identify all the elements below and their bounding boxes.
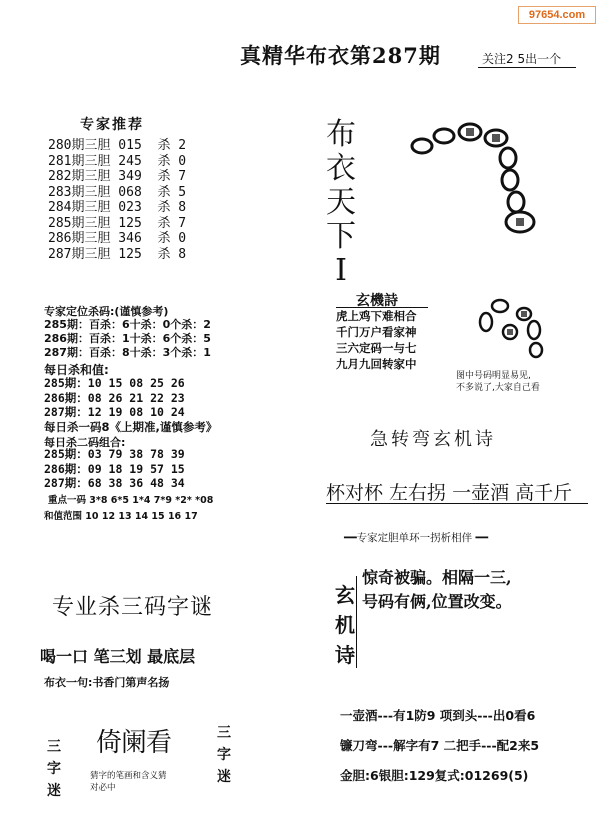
poem-line: 虎上鸡下难相合 bbox=[336, 309, 417, 323]
xuanji-char: 诗 bbox=[335, 643, 355, 667]
buyi-char: 布 bbox=[326, 117, 356, 152]
riddle-side-char: 迷 bbox=[47, 783, 61, 799]
sum-row: 285期：10 15 08 25 26 bbox=[44, 376, 185, 390]
recommend-row: 284期三胆 023 杀 8 bbox=[48, 200, 187, 215]
buyi-vertical-title bbox=[322, 118, 360, 288]
bottom-row: 金胆:6银胆:129复式:01269(5) bbox=[340, 768, 529, 783]
riddle-side-char: 三 bbox=[47, 739, 61, 755]
kill-two-title: 每日杀二码组合: bbox=[44, 436, 126, 449]
bottom-row: 一壶酒---有1防9 项到头---出0看6 bbox=[340, 708, 536, 723]
kill-two-list bbox=[44, 447, 185, 491]
poem-lines bbox=[336, 308, 417, 372]
recommend-row: 283期三胆 068 杀 5 bbox=[48, 184, 187, 200]
riddle-note-line: 猜字的笔画和含义猜 bbox=[90, 771, 167, 781]
xuanji-divider bbox=[356, 576, 357, 668]
riddle-note-line: 对必中 bbox=[90, 783, 116, 793]
riddle-side-char: 字 bbox=[217, 747, 231, 763]
recommend-title: 专家推荐 bbox=[80, 117, 144, 133]
image-note-line: 不多说了,大家自己看 bbox=[456, 383, 540, 393]
header-note-underline bbox=[478, 67, 576, 68]
xuanji-vertical-title bbox=[334, 580, 356, 670]
kill-pos-row: 286期：百杀：1十杀：6个杀：5 bbox=[44, 332, 211, 345]
riddle-big-text: 倚阑看 bbox=[96, 728, 172, 758]
image-note bbox=[456, 370, 540, 394]
page-title: 真精华布衣第287期 bbox=[240, 43, 441, 68]
watermark: 97654.com bbox=[518, 6, 596, 24]
riddle-side-right bbox=[208, 722, 240, 788]
recommend-row: 287期三胆 125 杀 8 bbox=[48, 246, 187, 262]
riddle-side-char: 字 bbox=[47, 761, 61, 777]
buyi-char: I bbox=[335, 253, 347, 288]
buyi-phrase: 布衣一句:书香门第声名扬 bbox=[44, 676, 170, 689]
header-note: 关注2 5出一个 bbox=[482, 52, 562, 66]
sum-row: 287期：12 19 08 10 24 bbox=[44, 405, 185, 419]
coin-chain-picture bbox=[400, 118, 550, 248]
kill-two-row: 286期：09 18 19 57 15 bbox=[44, 461, 185, 476]
poem-line: 千门万户看家神 bbox=[336, 325, 417, 339]
sum-range: 和值范围 10 12 13 14 15 16 17 bbox=[44, 511, 198, 522]
recommend-list bbox=[48, 138, 186, 262]
riddle-side-char: 迷 bbox=[217, 769, 231, 785]
xuanji-lines bbox=[362, 566, 512, 614]
buyi-char: 天 bbox=[326, 185, 356, 220]
recommend-row: 285期三胆 125 杀 7 bbox=[48, 215, 187, 231]
riddle-side-left bbox=[38, 736, 70, 802]
kill-pos-row: 287期：百杀：8十杀：3个杀：1 bbox=[44, 346, 211, 359]
riddle-title: 专业杀三码字谜 bbox=[52, 595, 214, 620]
recommend-row: 286期三胆 346 杀 0 bbox=[48, 231, 187, 246]
sum-title: 每日杀和值: bbox=[44, 363, 109, 377]
image-note-line: 图中号码明显易见, bbox=[456, 371, 531, 381]
key-code: 重点一码 3*8 6*5 1*4 7*9 *2* *08 bbox=[48, 495, 214, 506]
kill-pos-title: 专家定位杀码:(谨慎参考) bbox=[44, 305, 169, 318]
recommend-row: 281期三胆 245 杀 0 bbox=[48, 153, 187, 169]
coin-cluster-picture bbox=[474, 292, 554, 362]
xuanji-char: 玄 bbox=[335, 583, 355, 607]
brain-teaser-rule bbox=[326, 503, 588, 504]
poem-line: 三六定码一与七 bbox=[336, 341, 417, 355]
recommend-row: 280期三胆 015 杀 2 bbox=[48, 138, 187, 153]
riddle-clue: 喝一口 笔三划 最底层 bbox=[40, 647, 196, 666]
riddle-side-char: 三 bbox=[217, 725, 231, 741]
brain-teaser-title: 急转弯玄机诗 bbox=[370, 429, 496, 450]
expert-banner: ━━专家定胆单环一拐析相伴 ━━ bbox=[344, 532, 489, 544]
poem-line: 九月九回转家中 bbox=[336, 357, 417, 371]
poem-title: 玄機詩 bbox=[356, 293, 398, 309]
buyi-char: 下 bbox=[326, 219, 356, 254]
xuanji-line: 惊奇被骗。相隔一三, bbox=[362, 568, 512, 587]
xuanji-char: 机 bbox=[335, 613, 355, 637]
recommend-row: 282期三胆 349 杀 7 bbox=[48, 169, 187, 184]
buyi-char: 衣 bbox=[326, 151, 356, 186]
kill-two-row: 285期：03 79 38 78 39 bbox=[44, 447, 185, 461]
xuanji-line: 号码有俩,位置改变。 bbox=[362, 592, 512, 611]
sum-list bbox=[44, 376, 185, 420]
sum-row: 286期：08 26 21 22 23 bbox=[44, 390, 185, 405]
brain-teaser-line: 杯对杯 左右拐 一壶酒 高千斤 bbox=[326, 482, 573, 504]
kill-pos-row: 285期：百杀：6十杀：0个杀：2 bbox=[44, 318, 211, 331]
kill-pos-list bbox=[44, 318, 211, 360]
kill-one-title: 每日杀一码8《上期准,谨慎参考》 bbox=[44, 420, 218, 434]
kill-two-row: 287期：68 38 36 48 34 bbox=[44, 476, 185, 490]
riddle-note bbox=[90, 770, 167, 794]
bottom-row: 镰刀弯---解字有7 二把手---配2来5 bbox=[340, 738, 540, 753]
